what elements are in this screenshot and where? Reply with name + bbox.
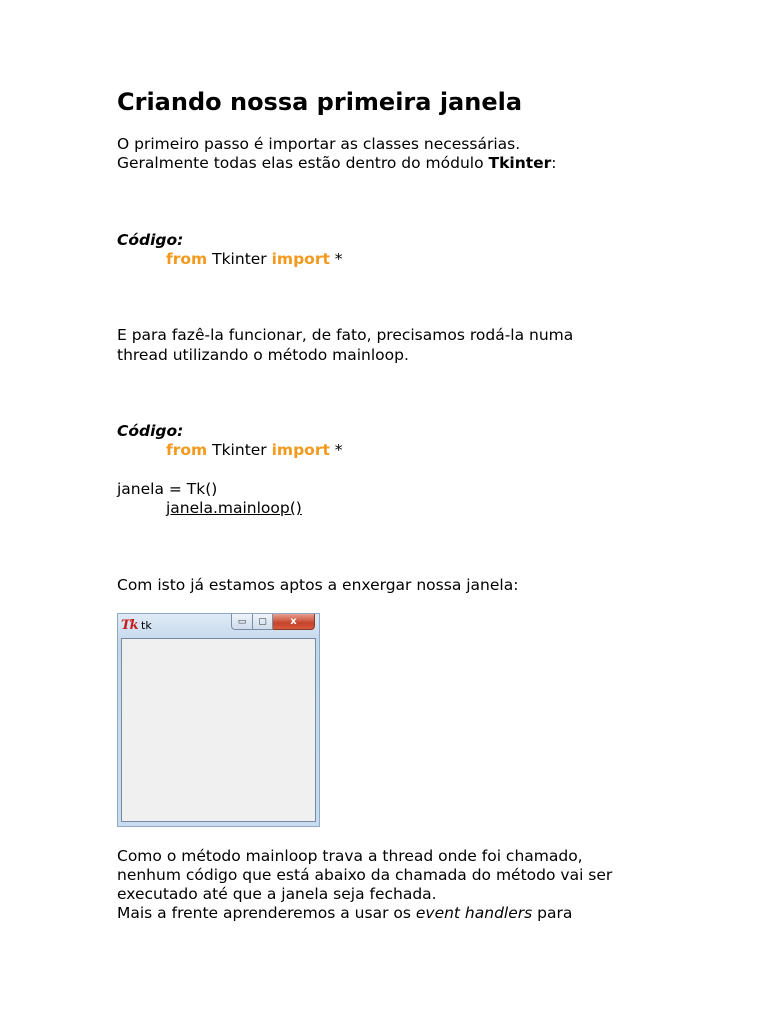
- para2-line-2: thread utilizando o método mainloop.: [117, 346, 409, 364]
- tk-window-titlebar: [118, 614, 319, 638]
- para2-line-1: E para fazê-la funcionar, de fato, precisamos rodá-la numa: [117, 326, 574, 344]
- code-line-mainloop: janela.mainloop(): [166, 499, 302, 517]
- code-line-import-1: [166, 249, 343, 269]
- tk-logo-icon: Tk: [121, 618, 138, 633]
- module-name: Tkinter: [207, 250, 272, 268]
- tk-window-title: tk: [141, 619, 152, 632]
- event-handlers-term: event handlers: [415, 904, 533, 922]
- para4-line-3: executado até que a janela seja fechada.: [117, 885, 437, 903]
- minimize-icon: ▭: [231, 614, 253, 630]
- para3: Com isto já estamos aptos a enxergar nossa janela:: [117, 576, 519, 594]
- module-name: Tkinter: [207, 441, 272, 459]
- import-star: *: [329, 250, 343, 268]
- intro-line-2-suffix: :: [551, 154, 557, 172]
- para4-line-4-suffix: para: [532, 904, 573, 922]
- para4-line-2: nenhum código que está abaixo da chamada do método vai ser: [117, 866, 613, 884]
- maximize-icon: ▢: [253, 614, 273, 630]
- code-line-janela-tk: janela = Tk(): [117, 480, 218, 498]
- intro-line-1: O primeiro passo é importar as classes necessárias.: [117, 135, 521, 153]
- code-label-1: Código:: [117, 231, 184, 249]
- keyword-from: from: [166, 250, 208, 268]
- close-icon: x: [273, 614, 315, 630]
- para4-line-4-text: Mais a frente aprenderemos a usar os: [117, 904, 416, 922]
- import-star: *: [329, 441, 343, 459]
- tkinter-module-name: Tkinter: [488, 154, 552, 172]
- keyword-from: from: [166, 441, 208, 459]
- code-line-import-2: [166, 440, 343, 460]
- para4-line-4: [117, 903, 572, 923]
- page-title: Criando nossa primeira janela: [117, 88, 523, 116]
- intro-line-2: [117, 153, 557, 173]
- para4-line-1: Como o método mainloop trava a thread onde foi chamado,: [117, 847, 583, 865]
- tk-window-controls: [231, 614, 315, 630]
- keyword-import: import: [271, 250, 330, 268]
- keyword-import: import: [271, 441, 330, 459]
- intro-line-2-text: Geralmente todas elas estão dentro do módulo: [117, 154, 489, 172]
- tk-window-client-area: [121, 638, 316, 822]
- code-label-2: Código:: [117, 422, 184, 440]
- tk-window-screenshot: [117, 613, 320, 827]
